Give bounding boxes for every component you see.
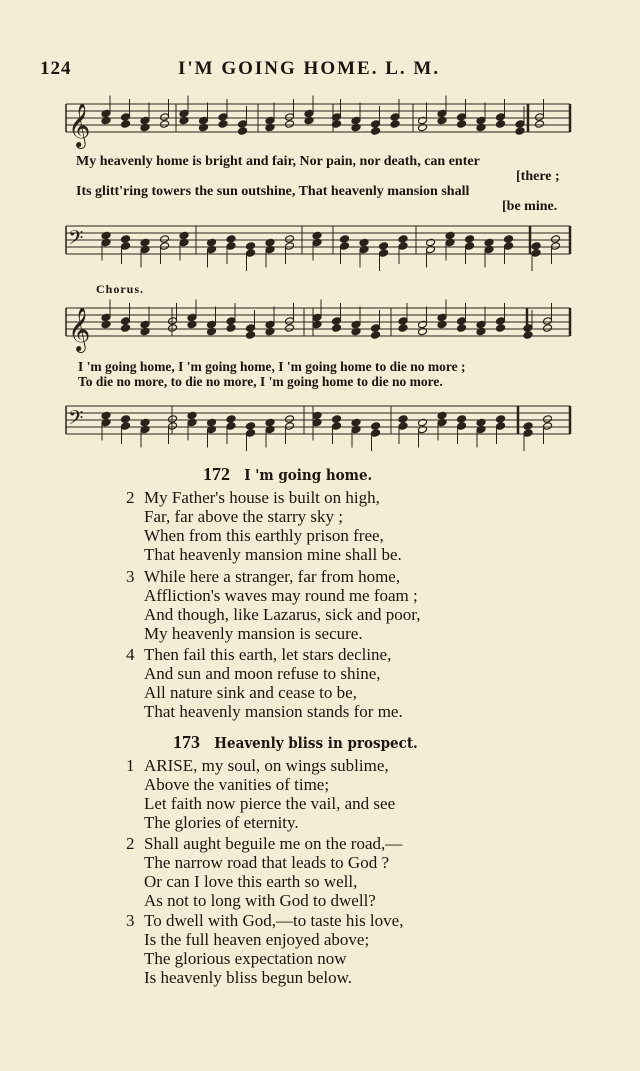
verse-number: 2: [126, 834, 135, 853]
stanza-line: Then fail this earth, let stars decline,: [144, 645, 392, 664]
stanza-line: When from this earthly prison free,: [144, 526, 384, 545]
verse-number: 1: [126, 756, 135, 775]
stanza-line: While here a stranger, far from home,: [144, 567, 401, 586]
verse-number: 3: [126, 567, 135, 586]
chorus-lyric-line-1: I 'm going home, I 'm going home, I 'm going home to die no more ;: [78, 359, 466, 374]
chorus-label: Chorus.: [96, 282, 145, 296]
hymn-number: 172: [203, 464, 230, 484]
stanza-line: The glorious expectation now: [144, 949, 347, 968]
hymn-number: 173: [173, 732, 200, 752]
staff: [66, 226, 570, 271]
staff: [66, 300, 570, 354]
stanza-line: My heavenly mansion is secure.: [144, 624, 363, 643]
stanza-line: Let faith now pierce the vail, and see: [144, 794, 396, 813]
stanza-line: All nature sink and cease to be,: [144, 683, 357, 702]
stanza: [126, 834, 402, 910]
page-number: 124: [40, 58, 72, 79]
stanza: [126, 488, 402, 564]
stanza-line: Is heavenly bliss begun below.: [144, 968, 353, 987]
hymn-heading-172: [203, 464, 372, 485]
verse-number: 2: [126, 488, 135, 507]
stanza-line: As not to long with God to dwell?: [144, 891, 376, 910]
stanza: [126, 911, 403, 987]
verse-lyric-line-2: Its glitt'ring towers the sun outshine, That heavenly mansion shall: [76, 184, 470, 199]
hymn-subject: Heavenly bliss in prospect.: [214, 734, 418, 752]
stanza-line: Far, far above the starry sky ;: [144, 507, 344, 526]
stanza-line: The glories of eternity.: [144, 813, 299, 832]
staff: [66, 406, 570, 451]
svg-text:𝄞: 𝄞: [68, 103, 91, 147]
hymn-heading-173: [173, 732, 418, 753]
stanza-line: ARISE, my soul, on wings sublime,: [144, 756, 389, 775]
stanza-line: My Father's house is built on high,: [144, 488, 380, 507]
stanza-line: Affliction's waves may round me foam ;: [144, 586, 418, 605]
stanza-line: Above the vanities of time;: [144, 775, 330, 794]
stanza-line: And sun and moon refuse to shine,: [144, 664, 381, 683]
stanza-line: That heavenly mansion mine shall be.: [144, 545, 402, 564]
verse-number: 3: [126, 911, 135, 930]
staff: [66, 96, 570, 150]
stanza-line: Is the full heaven enjoyed above;: [144, 930, 370, 949]
svg-text:𝄞: 𝄞: [68, 307, 91, 351]
svg-text:𝄢: 𝄢: [68, 226, 84, 254]
verse-number: 4: [126, 645, 135, 664]
svg-text:𝄢: 𝄢: [68, 406, 84, 434]
verse-lyric-line-1: My heavenly home is bright and fair, Nor pain, nor death, can enter: [76, 154, 480, 169]
stanza: [126, 645, 403, 721]
stanza-line: And though, like Lazarus, sick and poor,: [144, 605, 421, 624]
verse-lyric-bracket-1: [there ;: [516, 169, 560, 184]
chorus-lyric-line-2: To die no more, to die no more, I 'm going home to die no more.: [78, 374, 443, 389]
verse-lyric-bracket-2: [be mine.: [502, 199, 558, 214]
stanza-line: Or can I love this earth so well,: [144, 872, 358, 891]
hymn-subject: I 'm going home.: [244, 466, 373, 484]
stanza: [126, 756, 395, 832]
stanza-line: The narrow road that leads to God ?: [144, 853, 389, 872]
tune-title: I'M GOING HOME. L. M.: [178, 58, 441, 79]
stanza: [126, 567, 420, 643]
music-score: [0, 0, 640, 470]
stanza-line: That heavenly mansion stands for me.: [144, 702, 403, 721]
stanza-line: Shall aught beguile me on the road,—: [144, 834, 403, 853]
stanza-line: To dwell with God,—to taste his love,: [144, 911, 404, 930]
